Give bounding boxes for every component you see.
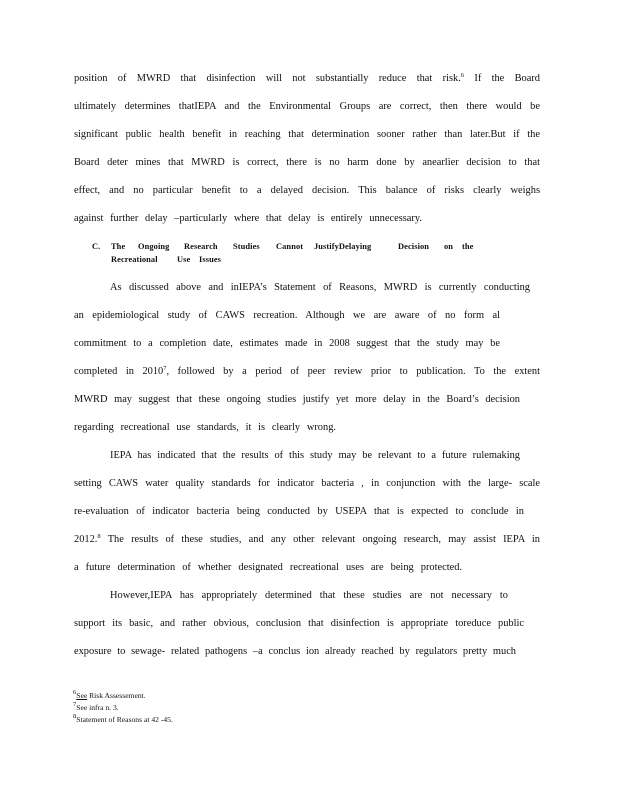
footnote-signal: See — [76, 691, 88, 700]
body-line: However,IEPA has appropriately determined that these studies are not necessary to — [110, 590, 508, 601]
body-line: ultimately determines thatIEPA and the Environmental Groups are correct, then there would be — [74, 101, 540, 112]
footnote — [73, 715, 173, 725]
heading-word: Recreational — [111, 255, 158, 264]
line-text: completed in 2010 — [74, 366, 164, 377]
footnote-number: 7 — [73, 701, 77, 708]
heading-word: Studies — [233, 242, 260, 251]
heading-word: The — [111, 242, 126, 251]
line-text: , followed by a period of peer review prior to publication. To the extent — [166, 366, 540, 377]
body-line: against further delay –particularly where that delay is entirely unnecessary. — [74, 213, 422, 224]
heading-word: Decision — [398, 242, 430, 251]
line-text: 2012. — [74, 534, 98, 545]
body-line: effect, and no particular benefit to a delayed decision. This balance of risks clearly weighs — [74, 185, 540, 196]
body-line: exposure to sewage- related pathogens –a conclus ion already reached by regulators pretty much — [74, 646, 516, 657]
body-line: a future determination of whether designated recreational uses are being protected. — [74, 562, 462, 573]
footnote-text: Statement of Reasons at 42 -45. — [76, 715, 173, 724]
footnote-number: 8 — [73, 713, 77, 720]
body-line — [74, 533, 540, 547]
heading-word: Use — [177, 255, 191, 264]
body-line — [74, 72, 540, 86]
body-line: Board deter mines that MWRD is correct, there is no harm done by anearlier decision to that — [74, 157, 540, 168]
body-line: re-evaluation of indicator bacteria being conducted by USEPA that is expected to conclude in — [74, 506, 524, 517]
body-line: setting CAWS water quality standards for indicator bacteria , in conjunction with the large- scale — [74, 478, 540, 489]
heading-letter: C. — [92, 242, 101, 251]
heading-word: Ongoing — [138, 242, 170, 251]
body-line: IEPA has indicated that the results of this study may be relevant to a future rulemaking — [110, 450, 520, 461]
body-line: As discussed above and inIEPA’s Statement of Reasons, MWRD is currently conducting — [110, 282, 530, 293]
heading-word: JustifyDelaying — [314, 242, 372, 251]
line-text: The results of these studies, and any other relevant ongoing research, may assist IEPA in — [107, 534, 540, 545]
heading-word: the — [462, 242, 474, 251]
footnote-text: Risk Assessement. — [87, 691, 146, 700]
footnote-ref: 8 — [97, 533, 101, 540]
footnote-ref: 7 — [163, 365, 167, 372]
body-line: support its basic, and rather obvious, conclusion that disinfection is appropriate toreduce public — [74, 618, 524, 629]
footnote-text: See infra n. 3. — [76, 703, 119, 712]
heading-word: Issues — [199, 255, 222, 264]
line-text: position of MWRD that disinfection will not substantially reduce that risk. — [74, 73, 461, 84]
heading-word: Cannot — [276, 242, 304, 251]
body-line: MWRD may suggest that these ongoing studies justify yet more delay in the Board’s decision — [74, 394, 520, 405]
heading-word: Research — [184, 242, 218, 251]
footnote-ref: 6 — [460, 72, 465, 79]
body-line: an epidemiological study of CAWS recreation. Although we are aware of no form al — [74, 310, 500, 321]
footnote — [73, 691, 146, 701]
body-line: regarding recreational use standards, it is clearly wrong. — [74, 422, 336, 433]
footnote-number: 6 — [73, 689, 77, 696]
body-line: commitment to a completion date, estimates made in 2008 suggest that the study may be — [74, 338, 500, 349]
line-text: If the Board — [474, 73, 540, 84]
body-line — [74, 365, 540, 379]
heading-word: on — [444, 242, 454, 251]
footnote — [73, 703, 119, 713]
body-line: significant public health benefit in reaching that determination sooner rather than later.But if the — [74, 129, 540, 140]
